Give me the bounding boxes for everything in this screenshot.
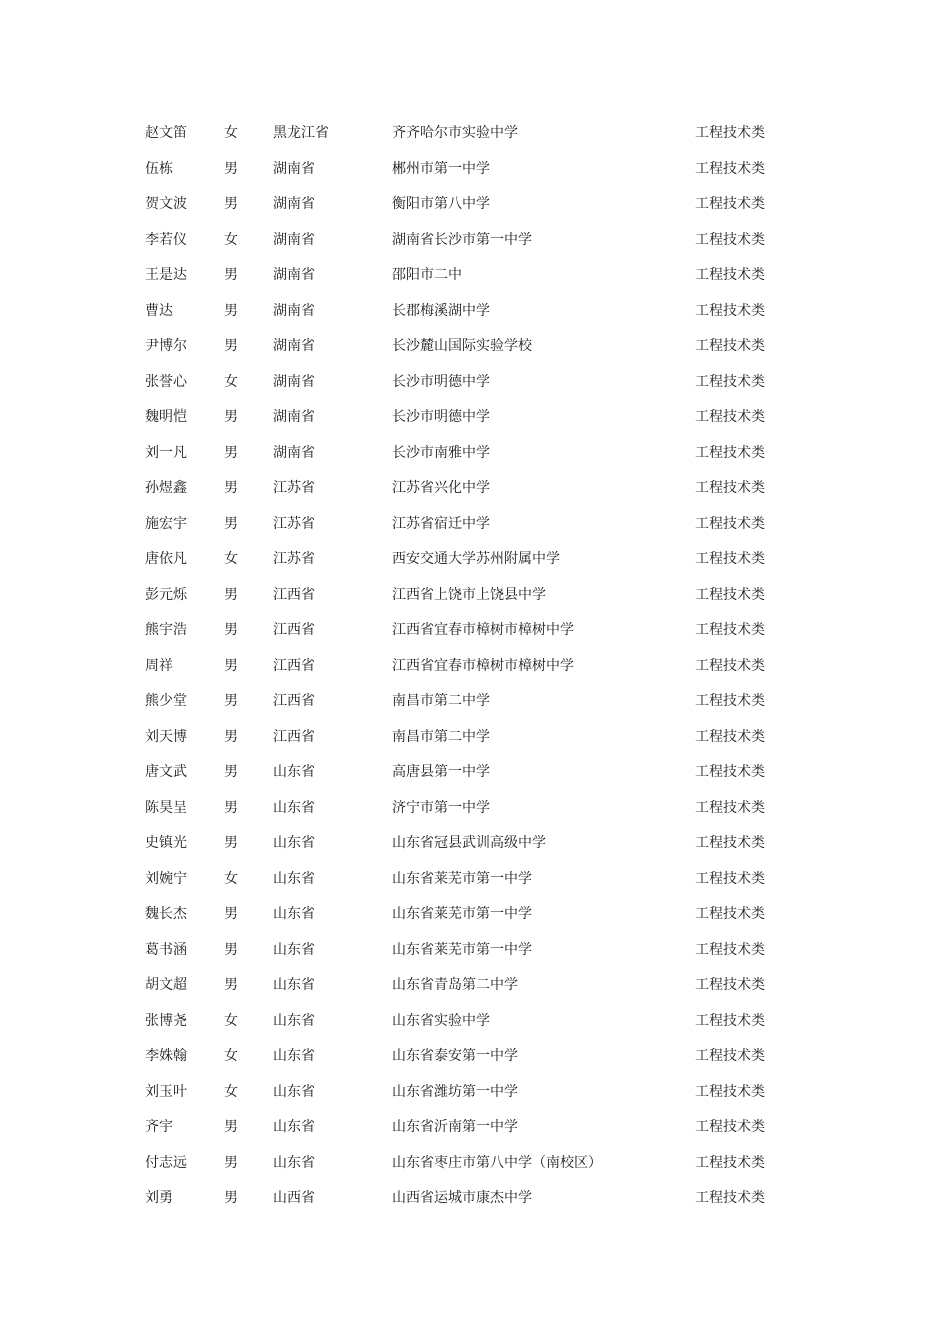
table-row: [0, 720, 950, 756]
student-name: 刘一凡: [145, 444, 187, 461]
student-category: 工程技术类: [695, 302, 765, 319]
student-gender: 男: [224, 1154, 238, 1171]
student-category: 工程技术类: [695, 1119, 765, 1135]
table-row: [0, 223, 950, 259]
student-school: 南昌市第二中学: [392, 728, 490, 745]
student-gender: 男: [224, 586, 238, 603]
student-gender: 男: [224, 302, 238, 319]
table-row: [0, 329, 950, 365]
student-province: 湖南省: [273, 302, 315, 319]
student-gender: 女: [224, 125, 238, 141]
student-category: 工程技术类: [695, 551, 765, 567]
student-province: 山东省: [273, 799, 315, 816]
student-name: 赵文笛: [145, 125, 187, 141]
student-category: 工程技术类: [695, 622, 765, 638]
student-name: 尹博尔: [145, 338, 187, 354]
student-school: 齐齐哈尔市实验中学: [392, 125, 518, 141]
table-row: [0, 755, 950, 791]
student-school: 长沙麓山国际实验学校: [392, 338, 532, 354]
student-name: 熊宇浩: [145, 622, 187, 638]
student-gender: 男: [224, 338, 238, 354]
student-school: 长沙市南雅中学: [392, 444, 490, 461]
student-province: 湖南省: [273, 338, 315, 354]
table-row: [0, 187, 950, 223]
student-province: 山东省: [273, 906, 315, 922]
table-row: [0, 684, 950, 720]
student-name: 曹达: [145, 302, 173, 319]
student-school: 南昌市第二中学: [392, 693, 490, 709]
table-row: [0, 507, 950, 543]
student-name: 伍栋: [145, 160, 173, 177]
student-school: 衡阳市第八中学: [392, 196, 490, 212]
student-province: 江苏省: [273, 515, 315, 532]
student-category: 工程技术类: [695, 1154, 765, 1171]
student-name: 孙煜鑫: [145, 480, 187, 496]
table-row: [0, 1004, 950, 1040]
student-name: 陈昊呈: [145, 799, 187, 816]
student-gender: 女: [224, 551, 238, 567]
student-category: 工程技术类: [695, 267, 765, 283]
student-school: 山东省莱芜市第一中学: [392, 870, 532, 887]
student-gender: 男: [224, 657, 238, 674]
student-category: 工程技术类: [695, 1048, 765, 1064]
student-name: 施宏宇: [145, 515, 187, 532]
student-province: 湖南省: [273, 196, 315, 212]
student-category: 工程技术类: [695, 1190, 765, 1206]
student-name: 刘玉叶: [145, 1083, 187, 1100]
student-roster-table: [0, 116, 950, 1217]
student-category: 工程技术类: [695, 231, 765, 248]
student-gender: 男: [224, 444, 238, 461]
student-gender: 男: [224, 835, 238, 851]
student-province: 山东省: [273, 1083, 315, 1100]
student-province: 江西省: [273, 693, 315, 709]
student-name: 魏长杰: [145, 906, 187, 922]
student-name: 刘勇: [145, 1190, 173, 1206]
student-category: 工程技术类: [695, 409, 765, 425]
student-category: 工程技术类: [695, 373, 765, 390]
student-category: 工程技术类: [695, 835, 765, 851]
student-name: 彭元烁: [145, 586, 187, 603]
student-category: 工程技术类: [695, 1083, 765, 1100]
student-province: 山东省: [273, 977, 315, 993]
student-gender: 男: [224, 480, 238, 496]
student-name: 付志远: [145, 1154, 187, 1171]
table-row: [0, 613, 950, 649]
student-name: 唐文武: [145, 764, 187, 780]
student-province: 山东省: [273, 870, 315, 887]
student-name: 张博尧: [145, 1012, 187, 1029]
student-category: 工程技术类: [695, 444, 765, 461]
table-row: [0, 471, 950, 507]
student-school: 长沙市明德中学: [392, 409, 490, 425]
student-name: 刘婉宁: [145, 870, 187, 887]
student-school: 江西省上饶市上饶县中学: [392, 586, 546, 603]
table-row: [0, 1146, 950, 1182]
student-school: 山西省运城市康杰中学: [392, 1190, 532, 1206]
table-row: [0, 1039, 950, 1075]
student-gender: 男: [224, 941, 238, 958]
student-category: 工程技术类: [695, 515, 765, 532]
table-row: [0, 791, 950, 827]
student-category: 工程技术类: [695, 941, 765, 958]
student-gender: 男: [224, 1190, 238, 1206]
student-school: 江西省宜春市樟树市樟树中学: [392, 622, 574, 638]
table-row: [0, 1181, 950, 1217]
table-row: [0, 294, 950, 330]
student-category: 工程技术类: [695, 728, 765, 745]
student-school: 郴州市第一中学: [392, 160, 490, 177]
student-province: 山东省: [273, 764, 315, 780]
student-province: 湖南省: [273, 267, 315, 283]
table-row: [0, 542, 950, 578]
student-province: 山东省: [273, 835, 315, 851]
student-gender: 男: [224, 799, 238, 816]
student-name: 齐宇: [145, 1119, 173, 1135]
student-name: 魏明恺: [145, 409, 187, 425]
table-row: [0, 933, 950, 969]
student-school: 邵阳市二中: [392, 267, 462, 283]
student-school: 湖南省长沙市第一中学: [392, 231, 532, 248]
student-category: 工程技术类: [695, 799, 765, 816]
table-row: [0, 578, 950, 614]
student-school: 山东省沂南第一中学: [392, 1119, 518, 1135]
student-school: 江苏省兴化中学: [392, 480, 490, 496]
student-gender: 男: [224, 1119, 238, 1135]
student-gender: 女: [224, 373, 238, 390]
student-gender: 女: [224, 1083, 238, 1100]
student-province: 山西省: [273, 1190, 315, 1206]
student-category: 工程技术类: [695, 160, 765, 177]
student-province: 山东省: [273, 1012, 315, 1029]
student-province: 湖南省: [273, 409, 315, 425]
student-province: 黑龙江省: [273, 125, 329, 141]
table-row: [0, 862, 950, 898]
student-province: 山东省: [273, 1154, 315, 1171]
student-province: 湖南省: [273, 160, 315, 177]
student-name: 李若仪: [145, 231, 187, 248]
student-category: 工程技术类: [695, 125, 765, 141]
student-gender: 男: [224, 906, 238, 922]
student-school: 江西省宜春市樟树市樟树中学: [392, 657, 574, 674]
student-school: 山东省莱芜市第一中学: [392, 941, 532, 958]
student-province: 江西省: [273, 728, 315, 745]
student-name: 周祥: [145, 657, 173, 674]
table-row: [0, 968, 950, 1004]
student-category: 工程技术类: [695, 480, 765, 496]
student-province: 江西省: [273, 622, 315, 638]
student-name: 熊少堂: [145, 693, 187, 709]
table-row: [0, 152, 950, 188]
student-gender: 男: [224, 196, 238, 212]
student-gender: 女: [224, 231, 238, 248]
student-province: 山东省: [273, 1119, 315, 1135]
student-province: 江苏省: [273, 480, 315, 496]
student-school: 山东省青岛第二中学: [392, 977, 518, 993]
student-school: 长郡梅溪湖中学: [392, 302, 490, 319]
student-category: 工程技术类: [695, 586, 765, 603]
student-school: 长沙市明德中学: [392, 373, 490, 390]
student-province: 山东省: [273, 1048, 315, 1064]
table-row: [0, 258, 950, 294]
student-category: 工程技术类: [695, 977, 765, 993]
student-province: 江西省: [273, 657, 315, 674]
student-category: 工程技术类: [695, 338, 765, 354]
student-category: 工程技术类: [695, 693, 765, 709]
student-gender: 男: [224, 693, 238, 709]
student-category: 工程技术类: [695, 764, 765, 780]
student-name: 王是达: [145, 267, 187, 283]
student-gender: 男: [224, 728, 238, 745]
student-province: 江西省: [273, 586, 315, 603]
student-school: 高唐县第一中学: [392, 764, 490, 780]
student-province: 江苏省: [273, 551, 315, 567]
student-school: 江苏省宿迁中学: [392, 515, 490, 532]
student-gender: 男: [224, 515, 238, 532]
student-gender: 男: [224, 622, 238, 638]
student-category: 工程技术类: [695, 196, 765, 212]
student-category: 工程技术类: [695, 906, 765, 922]
student-name: 贺文波: [145, 196, 187, 212]
student-school: 山东省泰安第一中学: [392, 1048, 518, 1064]
table-row: [0, 400, 950, 436]
student-gender: 女: [224, 1012, 238, 1029]
student-name: 史镇光: [145, 835, 187, 851]
student-province: 湖南省: [273, 373, 315, 390]
student-gender: 男: [224, 409, 238, 425]
table-row: [0, 365, 950, 401]
student-school: 山东省潍坊第一中学: [392, 1083, 518, 1100]
student-name: 刘天博: [145, 728, 187, 745]
student-school: 济宁市第一中学: [392, 799, 490, 816]
student-name: 唐依凡: [145, 551, 187, 567]
table-row: [0, 436, 950, 472]
student-school: 山东省莱芜市第一中学: [392, 906, 532, 922]
student-category: 工程技术类: [695, 870, 765, 887]
student-gender: 女: [224, 1048, 238, 1064]
student-gender: 男: [224, 267, 238, 283]
student-gender: 男: [224, 764, 238, 780]
student-school: 山东省枣庄市第八中学（南校区）: [392, 1154, 602, 1171]
student-school: 山东省冠县武训高级中学: [392, 835, 546, 851]
student-province: 湖南省: [273, 444, 315, 461]
student-gender: 男: [224, 160, 238, 177]
student-school: 山东省实验中学: [392, 1012, 490, 1029]
table-row: [0, 826, 950, 862]
table-row: [0, 1075, 950, 1111]
student-name: 胡文超: [145, 977, 187, 993]
student-province: 湖南省: [273, 231, 315, 248]
student-category: 工程技术类: [695, 657, 765, 674]
table-row: [0, 897, 950, 933]
table-row: [0, 1110, 950, 1146]
table-row: [0, 649, 950, 685]
student-name: 张誉心: [145, 373, 187, 390]
student-name: 李姝翰: [145, 1048, 187, 1064]
student-gender: 男: [224, 977, 238, 993]
student-name: 葛书涵: [145, 941, 187, 958]
student-school: 西安交通大学苏州附属中学: [392, 551, 560, 567]
student-category: 工程技术类: [695, 1012, 765, 1029]
student-province: 山东省: [273, 941, 315, 958]
student-gender: 女: [224, 870, 238, 887]
table-row: [0, 116, 950, 152]
